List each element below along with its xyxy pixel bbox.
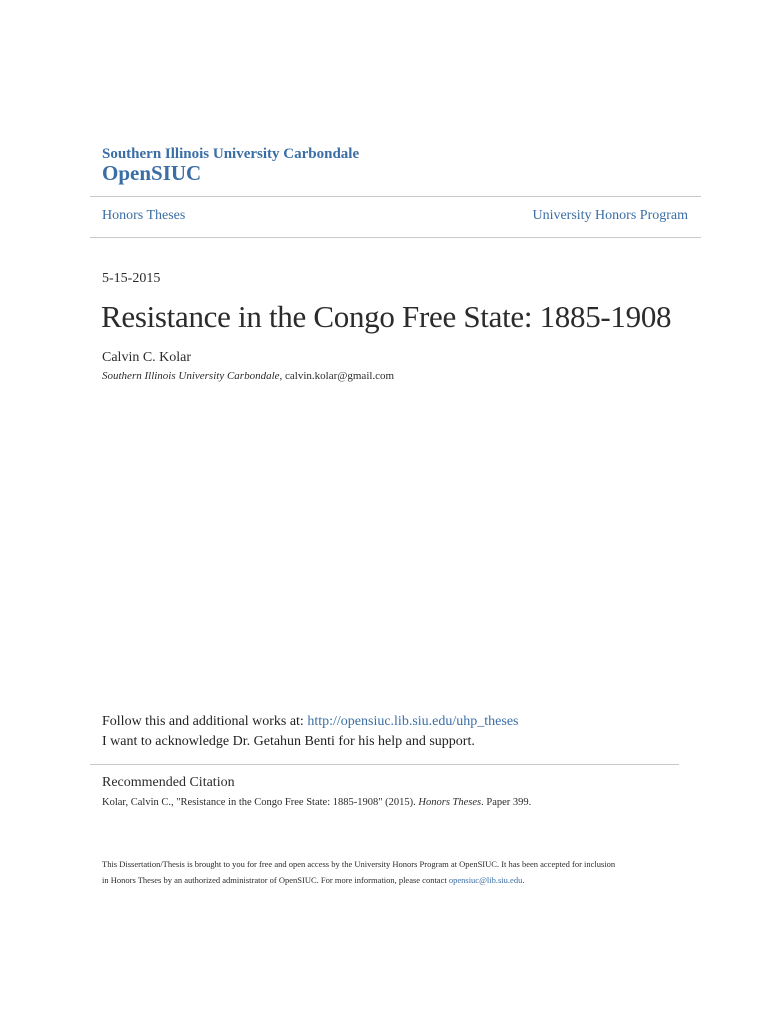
citation-text	[102, 796, 531, 810]
header-divider	[90, 196, 701, 197]
repository-link[interactable]: OpenSIUC	[102, 161, 202, 185]
nav-divider	[90, 237, 701, 238]
collection-url-link[interactable]: http://opensiuc.lib.siu.edu/uhp_theses	[307, 714, 519, 729]
author-name: Calvin C. Kolar	[102, 350, 192, 365]
author-email: calvin.kolar@gmail.com	[285, 370, 395, 382]
access-notice	[102, 856, 682, 888]
citation-divider	[90, 764, 679, 765]
access-notice-suffix: .	[522, 875, 525, 885]
access-notice-line-1: This Dissertation/Thesis is brought to you for free and open access by the University Honors Program at OpenSIUC. It has been accepted for inclusion	[102, 859, 616, 869]
access-notice-prefix: in Honors Theses by an authorized administrator of OpenSIUC. For more information, please contact	[102, 875, 449, 885]
contact-email-link[interactable]: opensiuc@lib.siu.edu	[448, 875, 523, 885]
publication-date: 5-15-2015	[102, 271, 161, 286]
acknowledgement: I want to acknowledge Dr. Getahun Benti for his help and support.	[102, 734, 475, 749]
access-notice-line-2	[102, 872, 682, 888]
institution-link[interactable]: Southern Illinois University Carbondale	[102, 146, 360, 162]
collection-link[interactable]: Honors Theses	[102, 208, 186, 223]
program-link[interactable]: University Honors Program	[532, 208, 688, 223]
document-title: Resistance in the Congo Free State: 1885-1908	[101, 299, 672, 334]
citation-prefix: Kolar, Calvin C., "Resistance in the Congo Free State: 1885-1908" (2015).	[102, 797, 419, 808]
affiliation-separator: ,	[279, 370, 286, 382]
citation-series: Honors Theses	[418, 797, 482, 808]
citation-suffix: . Paper 399.	[481, 797, 532, 808]
follow-line	[102, 713, 518, 731]
follow-label: Follow this and additional works at:	[102, 714, 308, 729]
citation-heading: Recommended Citation	[102, 775, 235, 790]
affiliation-name: Southern Illinois University Carbondale	[102, 370, 280, 382]
author-affiliation	[102, 369, 394, 383]
